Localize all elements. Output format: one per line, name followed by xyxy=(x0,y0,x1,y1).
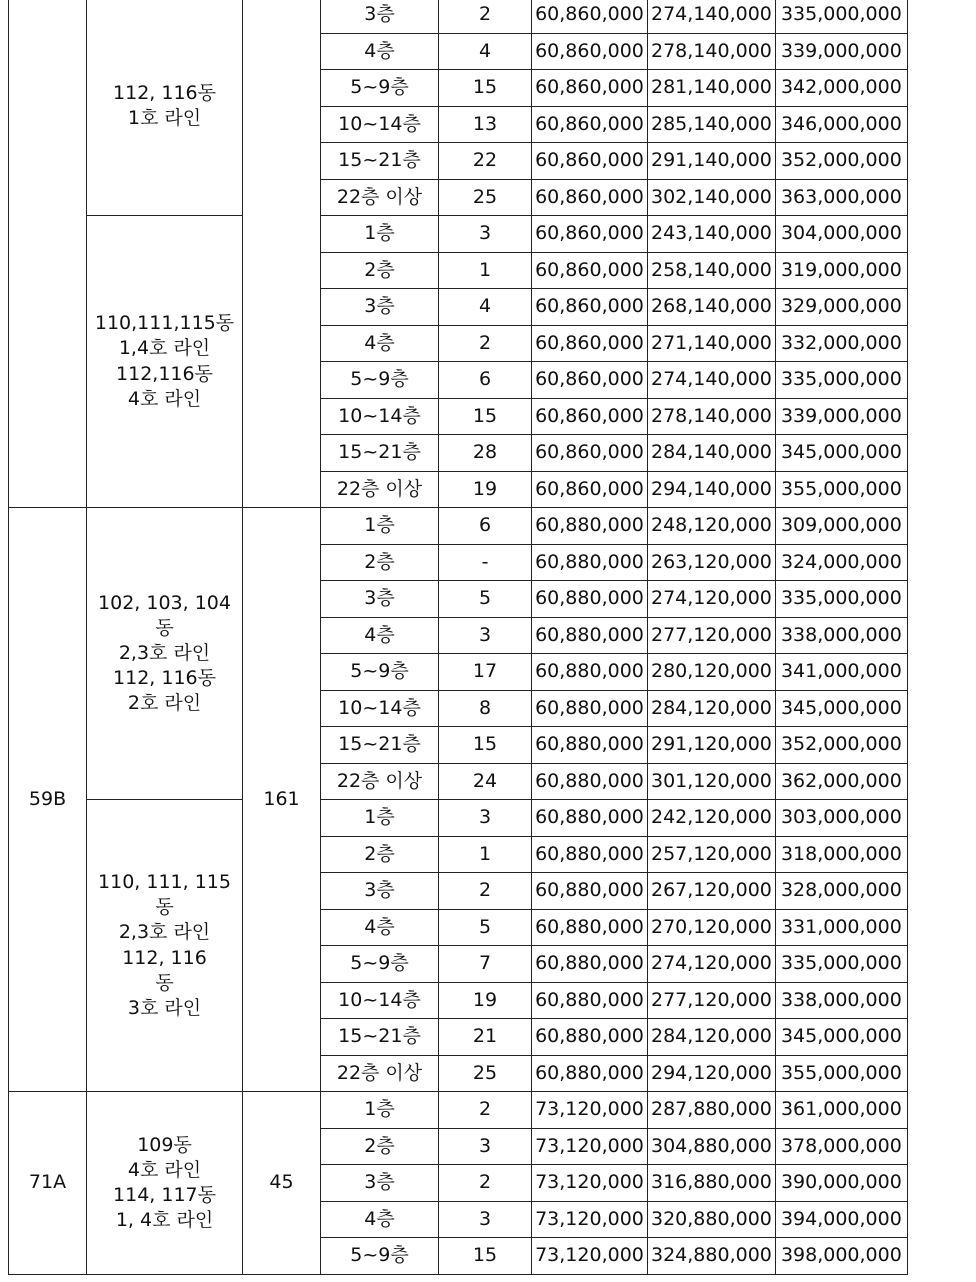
total-price-cell: 331,000,000 xyxy=(775,909,907,946)
dong-group-cell xyxy=(87,1092,243,1275)
total-price-cell: 328,000,000 xyxy=(775,873,907,910)
floor-cell: 4층 xyxy=(321,325,439,362)
count-cell: 2 xyxy=(439,1092,532,1129)
unit-total-cell xyxy=(243,0,321,508)
count-cell: - xyxy=(439,544,532,581)
building-price-cell: 291,140,000 xyxy=(648,143,776,180)
building-price-cell: 277,120,000 xyxy=(648,617,776,654)
land-price-cell: 60,880,000 xyxy=(532,1019,648,1056)
floor-cell: 10~14층 xyxy=(321,106,439,143)
count-cell: 6 xyxy=(439,508,532,545)
count-cell: 13 xyxy=(439,106,532,143)
dong-line: 1호 라인 xyxy=(127,107,202,129)
building-price-cell: 294,120,000 xyxy=(648,1055,776,1092)
dong-line: 110, 111, 115 xyxy=(98,871,231,894)
total-price-cell: 352,000,000 xyxy=(775,727,907,764)
land-price-cell: 60,860,000 xyxy=(532,216,648,253)
total-price-cell: 318,000,000 xyxy=(775,836,907,873)
floor-cell: 2층 xyxy=(321,544,439,581)
floor-cell: 3층 xyxy=(321,873,439,910)
count-cell: 8 xyxy=(439,690,532,727)
building-price-cell: 268,140,000 xyxy=(648,289,776,326)
table-row xyxy=(9,0,908,33)
land-price-cell: 60,880,000 xyxy=(532,982,648,1019)
dong-line: 109동 xyxy=(137,1133,192,1156)
floor-cell: 10~14층 xyxy=(321,982,439,1019)
dong-line: 114, 117동 xyxy=(113,1183,216,1206)
floor-cell: 3층 xyxy=(321,581,439,618)
total-price-cell: 335,000,000 xyxy=(775,581,907,618)
count-cell: 28 xyxy=(439,435,532,472)
count-cell: 1 xyxy=(439,252,532,289)
dong-line: 1, 4호 라인 xyxy=(115,1208,214,1231)
total-price-cell: 309,000,000 xyxy=(775,508,907,545)
land-price-cell: 73,120,000 xyxy=(532,1201,648,1238)
total-price-cell: 378,000,000 xyxy=(775,1128,907,1165)
land-price-cell: 60,860,000 xyxy=(532,106,648,143)
floor-cell: 5~9층 xyxy=(321,1238,439,1275)
building-price-cell: 285,140,000 xyxy=(648,106,776,143)
total-price-cell: 355,000,000 xyxy=(775,471,907,508)
table-row xyxy=(9,216,908,253)
total-price-cell: 352,000,000 xyxy=(775,143,907,180)
land-price-cell: 60,880,000 xyxy=(532,544,648,581)
floor-cell: 5~9층 xyxy=(321,946,439,983)
dong-line: 112, 116 xyxy=(122,946,207,969)
building-price-cell: 284,140,000 xyxy=(648,435,776,472)
building-price-cell: 274,120,000 xyxy=(648,946,776,983)
count-cell: 25 xyxy=(439,1055,532,1092)
floor-cell: 3층 xyxy=(321,0,439,33)
table-row xyxy=(9,1092,908,1129)
floor-cell: 22층 이상 xyxy=(321,471,439,508)
count-cell: 6 xyxy=(439,362,532,399)
total-price-cell: 339,000,000 xyxy=(775,33,907,70)
dong-line: 2호 라인 xyxy=(127,692,202,715)
total-price-cell: 345,000,000 xyxy=(775,435,907,472)
building-price-cell: 294,140,000 xyxy=(648,471,776,508)
building-price-cell: 302,140,000 xyxy=(648,179,776,216)
land-price-cell: 60,860,000 xyxy=(532,179,648,216)
building-price-cell: 316,880,000 xyxy=(648,1165,776,1202)
dong-line: 110,111,115동 xyxy=(94,312,235,335)
total-price-cell: 324,000,000 xyxy=(775,544,907,581)
building-price-cell: 284,120,000 xyxy=(648,690,776,727)
floor-cell: 15~21층 xyxy=(321,143,439,180)
count-cell: 3 xyxy=(439,1128,532,1165)
land-price-cell: 60,860,000 xyxy=(532,435,648,472)
dong-line: 4호 라인 xyxy=(127,1158,202,1181)
count-cell: 3 xyxy=(439,800,532,837)
floor-cell: 4층 xyxy=(321,1201,439,1238)
type-cell xyxy=(9,0,87,508)
building-price-cell: 291,120,000 xyxy=(648,727,776,764)
count-cell: 4 xyxy=(439,33,532,70)
floor-cell: 15~21층 xyxy=(321,1019,439,1056)
count-cell: 5 xyxy=(439,581,532,618)
building-price-cell: 258,140,000 xyxy=(648,252,776,289)
unit-total-cell: 45 xyxy=(243,1092,321,1275)
building-price-cell: 267,120,000 xyxy=(648,873,776,910)
floor-cell: 5~9층 xyxy=(321,654,439,691)
land-price-cell: 60,880,000 xyxy=(532,836,648,873)
count-cell: 15 xyxy=(439,1238,532,1275)
floor-cell: 2층 xyxy=(321,1128,439,1165)
building-price-cell: 304,880,000 xyxy=(648,1128,776,1165)
floor-cell: 1층 xyxy=(321,216,439,253)
building-price-cell: 278,140,000 xyxy=(648,33,776,70)
land-price-cell: 60,880,000 xyxy=(532,763,648,800)
count-cell: 1 xyxy=(439,836,532,873)
dong-line: 동 xyxy=(155,616,174,639)
building-price-cell: 274,140,000 xyxy=(648,362,776,399)
floor-cell: 3층 xyxy=(321,1165,439,1202)
total-price-cell: 346,000,000 xyxy=(775,106,907,143)
count-cell: 2 xyxy=(439,873,532,910)
price-table xyxy=(8,0,908,1275)
type-cell: 59B xyxy=(9,508,87,1092)
land-price-cell: 60,880,000 xyxy=(532,1055,648,1092)
land-price-cell: 60,880,000 xyxy=(532,909,648,946)
dong-line: 112, 116동 xyxy=(113,81,216,104)
total-price-cell: 332,000,000 xyxy=(775,325,907,362)
floor-cell: 4층 xyxy=(321,909,439,946)
count-cell: 2 xyxy=(439,0,532,33)
table-row xyxy=(9,800,908,837)
count-cell: 19 xyxy=(439,982,532,1019)
table-row xyxy=(9,508,908,545)
unit-total-cell: 161 xyxy=(243,508,321,1092)
land-price-cell: 73,120,000 xyxy=(532,1165,648,1202)
building-price-cell: 263,120,000 xyxy=(648,544,776,581)
count-cell: 2 xyxy=(439,1165,532,1202)
floor-cell: 15~21층 xyxy=(321,435,439,472)
building-price-cell: 271,140,000 xyxy=(648,325,776,362)
floor-cell: 4층 xyxy=(321,33,439,70)
dong-line: 112,116동 xyxy=(116,362,213,385)
total-price-cell: 361,000,000 xyxy=(775,1092,907,1129)
dong-line: 112, 116동 xyxy=(113,667,216,690)
total-price-cell: 329,000,000 xyxy=(775,289,907,326)
total-price-cell: 338,000,000 xyxy=(775,982,907,1019)
dong-group-cell xyxy=(87,0,243,216)
land-price-cell: 60,880,000 xyxy=(532,873,648,910)
building-price-cell: 278,140,000 xyxy=(648,398,776,435)
floor-cell: 1층 xyxy=(321,1092,439,1129)
count-cell: 22 xyxy=(439,143,532,180)
total-price-cell: 335,000,000 xyxy=(775,362,907,399)
floor-cell: 3층 xyxy=(321,289,439,326)
floor-cell: 5~9층 xyxy=(321,70,439,107)
total-price-cell: 338,000,000 xyxy=(775,617,907,654)
count-cell: 7 xyxy=(439,946,532,983)
total-price-cell: 398,000,000 xyxy=(775,1238,907,1275)
dong-line: 3호 라인 xyxy=(127,996,202,1019)
dong-line: 2,3호 라인 xyxy=(118,641,211,664)
land-price-cell: 60,860,000 xyxy=(532,398,648,435)
count-cell: 15 xyxy=(439,70,532,107)
land-price-cell: 73,120,000 xyxy=(532,1128,648,1165)
land-price-cell: 73,120,000 xyxy=(532,1238,648,1275)
land-price-cell: 60,880,000 xyxy=(532,690,648,727)
type-cell: 71A xyxy=(9,1092,87,1275)
building-price-cell: 257,120,000 xyxy=(648,836,776,873)
floor-cell: 22층 이상 xyxy=(321,1055,439,1092)
land-price-cell: 60,860,000 xyxy=(532,143,648,180)
count-cell: 2 xyxy=(439,325,532,362)
count-cell: 4 xyxy=(439,289,532,326)
land-price-cell: 60,860,000 xyxy=(532,362,648,399)
total-price-cell: 345,000,000 xyxy=(775,690,907,727)
building-price-cell: 243,140,000 xyxy=(648,216,776,253)
count-cell: 5 xyxy=(439,909,532,946)
floor-cell: 22층 이상 xyxy=(321,179,439,216)
count-cell: 25 xyxy=(439,179,532,216)
floor-cell: 5~9층 xyxy=(321,362,439,399)
building-price-cell: 281,140,000 xyxy=(648,70,776,107)
building-price-cell: 248,120,000 xyxy=(648,508,776,545)
land-price-cell: 60,860,000 xyxy=(532,471,648,508)
land-price-cell: 60,860,000 xyxy=(532,289,648,326)
building-price-cell: 301,120,000 xyxy=(648,763,776,800)
floor-cell: 1층 xyxy=(321,508,439,545)
floor-cell: 10~14층 xyxy=(321,690,439,727)
count-cell: 17 xyxy=(439,654,532,691)
land-price-cell: 73,120,000 xyxy=(532,1092,648,1129)
count-cell: 21 xyxy=(439,1019,532,1056)
building-price-cell: 270,120,000 xyxy=(648,909,776,946)
dong-line: 2,3호 라인 xyxy=(118,921,211,944)
total-price-cell: 303,000,000 xyxy=(775,800,907,837)
total-price-cell: 342,000,000 xyxy=(775,70,907,107)
land-price-cell: 60,880,000 xyxy=(532,946,648,983)
dong-line: 4호 라인 xyxy=(127,387,202,410)
dong-group-cell xyxy=(87,508,243,800)
land-price-cell: 60,860,000 xyxy=(532,70,648,107)
floor-cell: 22층 이상 xyxy=(321,763,439,800)
dong-line: 102, 103, 104 xyxy=(98,591,231,614)
building-price-cell: 277,120,000 xyxy=(648,982,776,1019)
floor-cell: 1층 xyxy=(321,800,439,837)
land-price-cell: 60,880,000 xyxy=(532,508,648,545)
floor-cell: 2층 xyxy=(321,836,439,873)
count-cell: 19 xyxy=(439,471,532,508)
dong-line: 동 xyxy=(155,896,174,919)
building-price-cell: 274,120,000 xyxy=(648,581,776,618)
count-cell: 3 xyxy=(439,216,532,253)
building-price-cell: 324,880,000 xyxy=(648,1238,776,1275)
building-price-cell: 242,120,000 xyxy=(648,800,776,837)
building-price-cell: 320,880,000 xyxy=(648,1201,776,1238)
land-price-cell: 60,880,000 xyxy=(532,581,648,618)
floor-cell: 4층 xyxy=(321,617,439,654)
count-cell: 15 xyxy=(439,398,532,435)
land-price-cell: 60,880,000 xyxy=(532,727,648,764)
building-price-cell: 280,120,000 xyxy=(648,654,776,691)
total-price-cell: 362,000,000 xyxy=(775,763,907,800)
total-price-cell: 335,000,000 xyxy=(775,0,907,33)
dong-line: 동 xyxy=(155,971,174,994)
total-price-cell: 335,000,000 xyxy=(775,946,907,983)
total-price-cell: 345,000,000 xyxy=(775,1019,907,1056)
total-price-cell: 390,000,000 xyxy=(775,1165,907,1202)
land-price-cell: 60,860,000 xyxy=(532,33,648,70)
land-price-cell: 60,880,000 xyxy=(532,654,648,691)
count-cell: 3 xyxy=(439,1201,532,1238)
total-price-cell: 304,000,000 xyxy=(775,216,907,253)
total-price-cell: 319,000,000 xyxy=(775,252,907,289)
floor-cell: 15~21층 xyxy=(321,727,439,764)
count-cell: 3 xyxy=(439,617,532,654)
total-price-cell: 394,000,000 xyxy=(775,1201,907,1238)
total-price-cell: 339,000,000 xyxy=(775,398,907,435)
total-price-cell: 341,000,000 xyxy=(775,654,907,691)
count-cell: 24 xyxy=(439,763,532,800)
total-price-cell: 363,000,000 xyxy=(775,179,907,216)
total-price-cell: 355,000,000 xyxy=(775,1055,907,1092)
floor-cell: 2층 xyxy=(321,252,439,289)
dong-line: 1,4호 라인 xyxy=(118,337,211,360)
land-price-cell: 60,880,000 xyxy=(532,617,648,654)
land-price-cell: 60,860,000 xyxy=(532,252,648,289)
building-price-cell: 274,140,000 xyxy=(648,0,776,33)
dong-group-cell xyxy=(87,216,243,508)
land-price-cell: 60,860,000 xyxy=(532,325,648,362)
building-price-cell: 284,120,000 xyxy=(648,1019,776,1056)
land-price-cell: 60,860,000 xyxy=(532,0,648,33)
count-cell: 15 xyxy=(439,727,532,764)
floor-cell: 10~14층 xyxy=(321,398,439,435)
dong-group-cell xyxy=(87,800,243,1092)
land-price-cell: 60,880,000 xyxy=(532,800,648,837)
building-price-cell: 287,880,000 xyxy=(648,1092,776,1129)
